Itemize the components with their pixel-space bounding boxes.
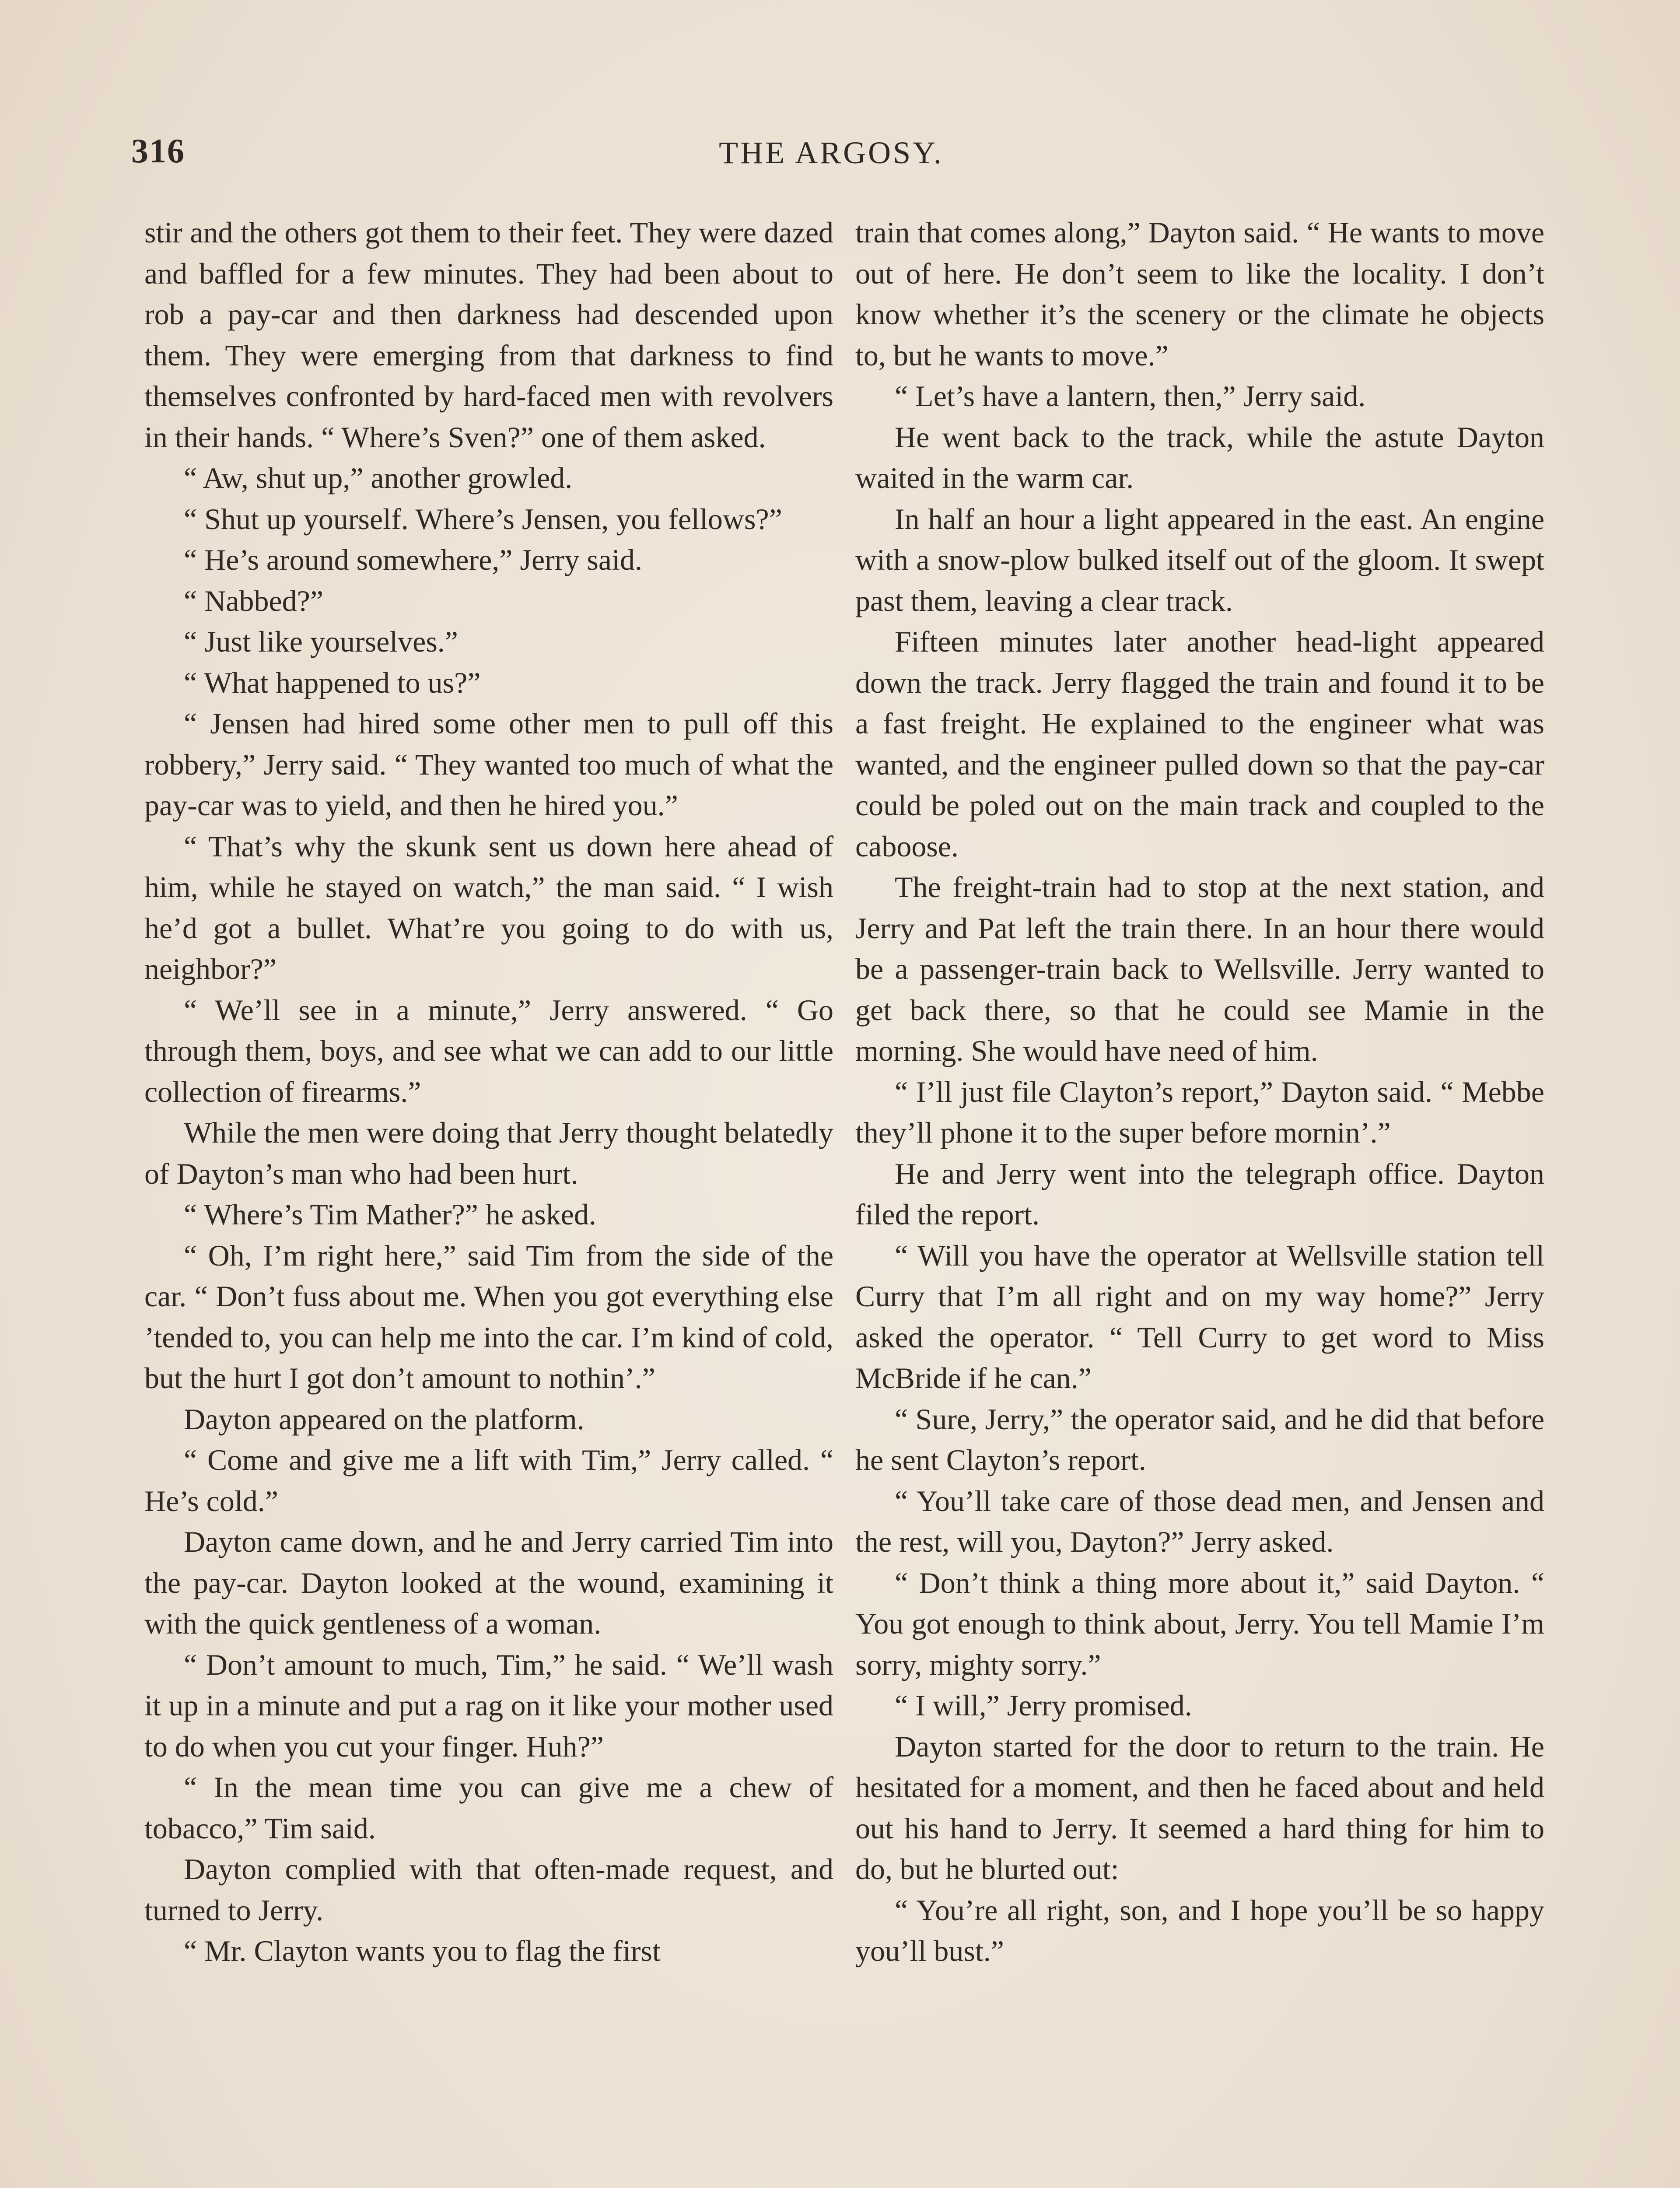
paragraph: “ That’s why the skunk sent us down here ahead of him, while he stayed on watch,” the man said. “ I wish he’d got a bullet. What’re you going to do with us, neighbor?” (144, 829, 833, 985)
right-column (855, 212, 1544, 1972)
paragraph: The freight-train had to stop at the next station, and Jerry and Pat left the train there. In an hour there would be a passenger-train back to Wellsville. Jerry wanted to get back there, so that he could see Mamie in the morning. She would have need of him. (855, 870, 1544, 1067)
paragraph: “ You’ll take care of those dead men, and Jensen and the rest, will you, Dayton?” Jerry asked. (855, 1484, 1544, 1558)
paragraph: “ Shut up yourself. Where’s Jensen, you fellows?” (184, 502, 782, 536)
paragraph: “ I will,” Jerry promised. (895, 1689, 1192, 1722)
paragraph: “ We’ll see in a minute,” Jerry answered. “ Go through them, boys, and see what we can add to our little collection of firearms.” (144, 993, 833, 1108)
paragraph: “ Don’t amount to much, Tim,” he said. “ We’ll wash it up in a minute and put a rag on it like your mother used to do when you cut your finger. Huh?” (144, 1648, 833, 1763)
page-number: 316 (131, 132, 185, 170)
paragraph: “ I’ll just file Clayton’s report,” Dayton said. “ Mebbe they’ll phone it to the super before mornin’.” (855, 1075, 1544, 1149)
paragraph: “ Nabbed?” (184, 584, 324, 617)
paragraph: “ Don’t think a thing more about it,” said Dayton. “ You got enough to think about, Jerry. You tell Mamie I’m sorry, mighty sorry.” (855, 1566, 1544, 1681)
paragraph: “ Jensen had hired some other men to pull off this robbery,” Jerry said. “ They wanted too much of what the pay-car was to yield, and then he hired you.” (144, 707, 833, 822)
paragraph: Dayton appeared on the platform. (184, 1402, 584, 1436)
paragraph: “ Where’s Tim Mather?” he asked. (184, 1198, 596, 1231)
paragraph: train that comes along,” Dayton said. “ He wants to move out of here. He don’t seem to like the locality. I don’t know whether it’s the scenery or the climate he objects to, but he wants to move.” (855, 216, 1544, 372)
paragraph: “ Just like yourselves.” (184, 625, 458, 658)
paragraph: “ Sure, Jerry,” the operator said, and he did that before he sent Clayton’s report. (855, 1402, 1544, 1476)
paragraph: “ What happened to us?” (184, 666, 481, 699)
paragraph: “ Oh, I’m right here,” said Tim from the side of the car. “ Don’t fuss about me. When you got everything else ’tended to, you can help me into the car. I’m kind of cold, but the hurt I got don’t amount to nothin’.” (144, 1238, 833, 1395)
paragraph: In half an hour a light appeared in the east. An engine with a snow-plow bulked itself out of the gloom. It swept past them, leaving a clear track. (855, 502, 1544, 617)
paragraph: He went back to the track, while the astute Dayton waited in the warm car. (855, 420, 1544, 494)
paragraph: “ Will you have the operator at Wellsville station tell Curry that I’m all right and on my way home?” Jerry asked the operator. “ Tell Curry to get word to Miss McBride if he can.” (855, 1238, 1544, 1395)
paragraph: Dayton came down, and he and Jerry carried Tim into the pay-car. Dayton looked at the wound, examining it with the quick gentleness of a woman. (144, 1525, 833, 1640)
paragraph: “ You’re all right, son, and I hope you’ll be so happy you’ll bust.” (855, 1893, 1544, 1967)
paragraph: “ Aw, shut up,” another growled. (184, 461, 573, 494)
left-column (144, 212, 833, 1972)
paragraph: “ In the mean time you can give me a chew of tobacco,” Tim said. (144, 1771, 833, 1845)
paragraph: Dayton complied with that often-made request, and turned to Jerry. (144, 1852, 833, 1927)
running-head: THE ARGOSY. (719, 135, 944, 170)
paragraph: Dayton started for the door to return to the train. He hesitated for a moment, and then he faced about and held out his hand to Jerry. It seemed a hard thing for him to do, but he blurted out: (855, 1729, 1544, 1886)
page-header (131, 131, 1531, 179)
paragraph: Fifteen minutes later another head-light appeared down the track. Jerry flagged the train and found it to be a fast freight. He explained to the engineer what was wanted, and the engineer pulled down so that the pay-car could be poled out on the main track and coupled to the caboose. (855, 625, 1544, 863)
paragraph: He and Jerry went into the telegraph office. Dayton filed the report. (855, 1157, 1544, 1231)
paragraph: “ Mr. Clayton wants you to flag the first (184, 1934, 661, 1967)
paragraph: “ Let’s have a lantern, then,” Jerry said. (895, 379, 1366, 413)
paragraph: stir and the others got them to their feet. They were dazed and baffled for a few minutes. They had been about to rob a pay-car and then darkness had descended upon them. They were emerging from that darkness to find themselves confronted by hard-faced men with revolvers in their hands. “ Where’s Sven?” one of them asked. (144, 216, 833, 454)
paragraph: While the men were doing that Jerry thought belatedly of Dayton’s man who had been hurt. (144, 1116, 833, 1190)
paragraph: “ He’s around somewhere,” Jerry said. (184, 543, 642, 576)
paragraph: “ Come and give me a lift with Tim,” Jerry called. “ He’s cold.” (144, 1443, 833, 1518)
